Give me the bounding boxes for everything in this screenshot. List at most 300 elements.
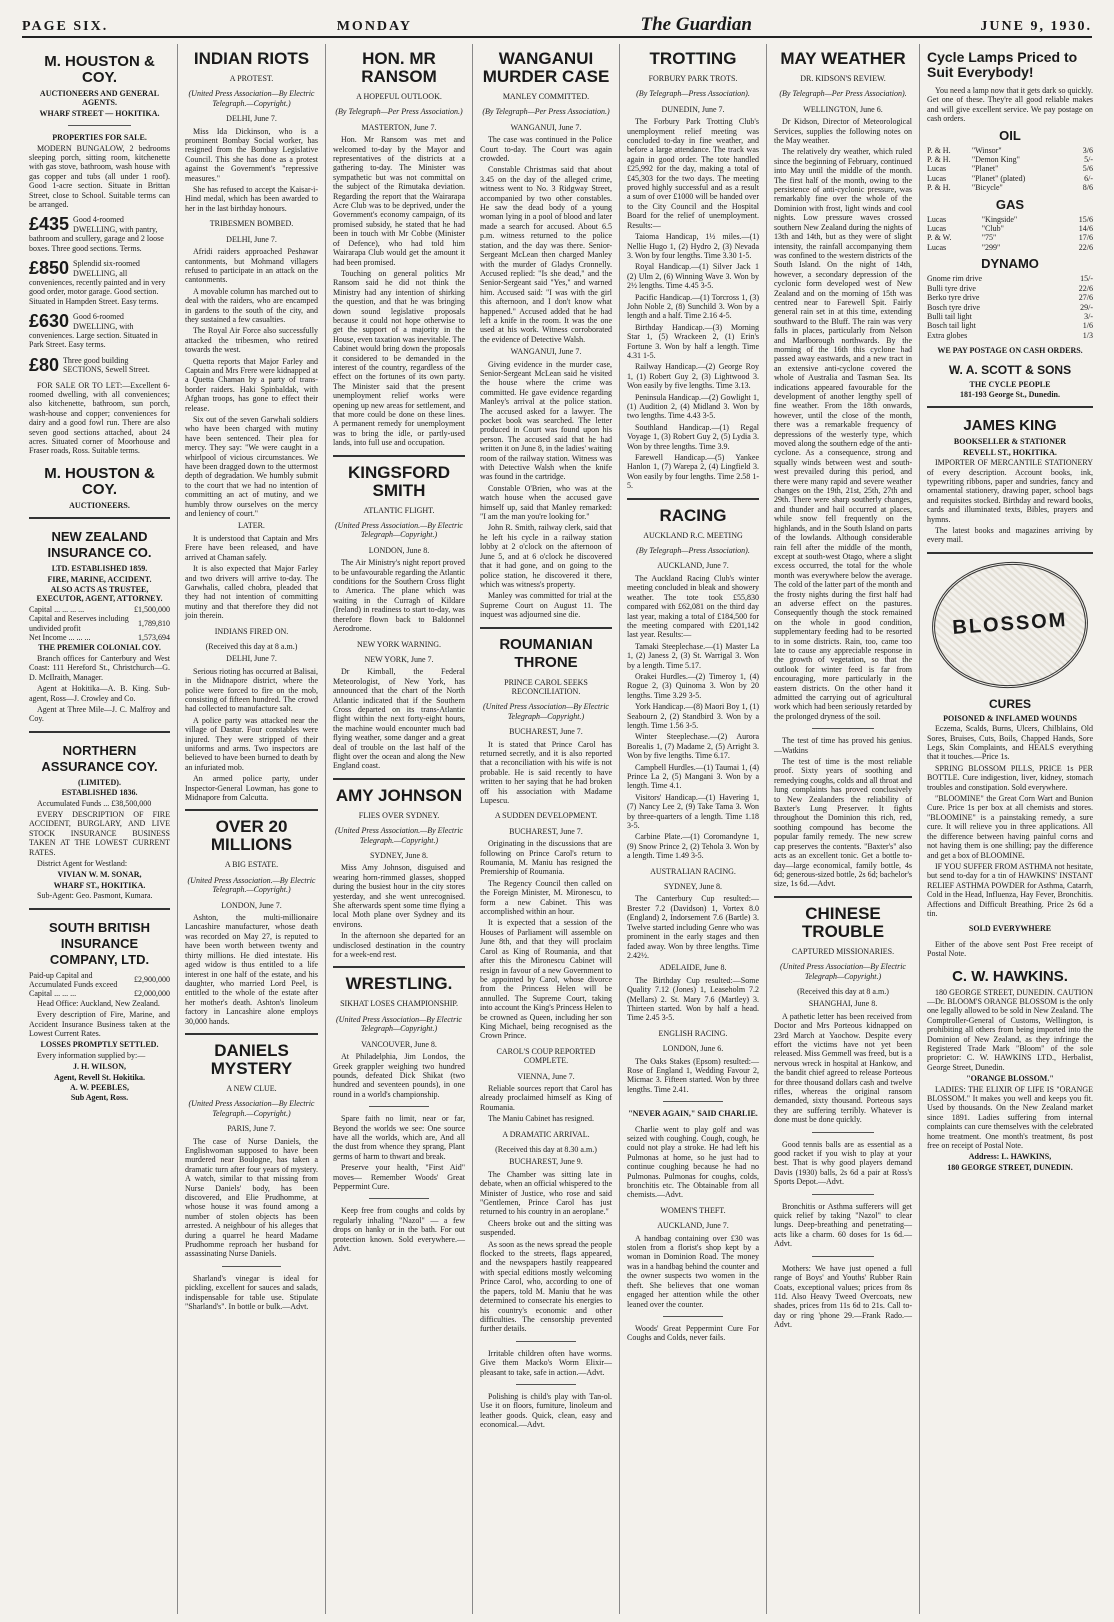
race-result: The Canterbury Cup resulted:—Brester 7.2 (Davidson) 1, Vortex 8.0 (England) 2, Indorsement 7.6 (Bartle) 3. Twelve started including Genre who was prominent in the early stages and then faded away. Won by three lengths. Time 2.42½.: [627, 894, 759, 960]
price-row: [927, 312, 1093, 321]
ad-text: WE PAY POSTAGE ON CASH ORDERS.: [937, 346, 1083, 356]
price-row: [927, 321, 1093, 330]
dateline: DELHI, June 7.: [226, 234, 277, 244]
advertisement-snippet: Sharland's vinegar is ideal for pickling, excellent for sauces and salads, indispensable for table use. Stipulate "Sharland's". In bottle or bulk.—Advt.: [185, 1273, 318, 1312]
headline: WANGANUI MURDER CASE: [482, 49, 610, 86]
price-row: [927, 155, 1093, 164]
price-row: [927, 284, 1093, 293]
article-paragraph: Cheers broke out and the sitting was suspended.: [480, 1218, 612, 1238]
ad-text: "ORANGE BLOSSOM.": [966, 1074, 1054, 1084]
race-result: Farewell Handicap.—(5) Yankee Hanlon 1, (7) Warepa 2, (4) Lingfield 3. Won easily by four lengths. Time 2.58 1-5.: [627, 453, 759, 491]
price-cell: P. & H.: [927, 155, 951, 165]
article-paragraph: Dr Kidson, Director of Meteorological Services, supplies the following notes on the May weather.: [774, 117, 912, 146]
ad-houston-signature: M. HOUSTON & COY.: [44, 464, 155, 498]
price-cell: Extra globes: [927, 330, 968, 340]
table-cell: Capital ... ... ... ...: [29, 604, 85, 614]
ad-text: 180 GEORGE STREET, DUNEDIN.: [947, 1162, 1073, 1172]
article-paragraph: It is understood that Captain and Mrs Frere have been released, and have arrived at Chaman safely.: [185, 533, 318, 562]
subheading: A BIG ESTATE.: [224, 860, 279, 870]
headline: HON. MR RANSOM: [361, 49, 437, 86]
dateline: DUNEDIN, June 7.: [661, 104, 725, 114]
subheading: MANLEY COMMITTED.: [502, 92, 590, 101]
capital-table: [29, 971, 170, 999]
ad-hawkins-title: C. W. HAWKINS.: [952, 967, 1068, 985]
ad-text: LOSSES PROMPTLY SETTLED.: [40, 1040, 159, 1050]
article-paragraph: Ashton, the multi-millionaire Lancashire manufacturer, whose death was recorded on May 27, is reputed to have been worth between twenty and thirty millions. He died intestate. His aged widow is thus entitled to a life interest in one half of the estate, and his daughter, who married Lord Peel, is entitled to the whole of the estate after her mother's death. Ashton's linoleum factory in Lancashire alone employs 30,000 hands.: [185, 913, 318, 1026]
ad-text: Agent at Hokitika—A. B. King. Sub-agent, Ross—J. Crowley and Co.: [29, 684, 170, 703]
subheading: WOMEN'S THEFT.: [660, 1205, 726, 1215]
table-cell: Capital ... ... ...: [29, 989, 77, 999]
price-cell: 3/-: [1084, 311, 1093, 321]
dynamo-heading: DYNAMO: [981, 256, 1039, 272]
advertisement-quote: The test of time has proved his genius. —Watkins: [774, 736, 912, 755]
table-cell: 1,789,810: [138, 618, 170, 628]
ad-text: Every information supplied by:—: [37, 1050, 146, 1060]
subheading: A NEW CLUE.: [226, 1083, 277, 1093]
ad-text: 180 GEORGE STREET, DUNEDIN. CAUTION—Dr. BLOOM'S ORANGE BLOSSOM is the only one legally allowed to be sold in New Zealand. The Comptroller-General of Customs, Wellington, is prohibiting all others from being imported into the Dominion of New Zealand, as they infringe the Registered Trade Mark "Bloom" of the sole proprietor: C. W. HAWKINS LTD., Herbalist, George Street, Dunedin.: [927, 987, 1093, 1072]
dateline: WANGANUI, June 7.: [510, 347, 582, 357]
article-paragraph: It is also expected that Major Farley and two drivers will arrive to-day. The Garwhalis, called chobra, pleaded that they had not intention of committing mutiny and that therefore they did not join therein.: [185, 564, 318, 621]
dateline: BUCHAREST, June 9.: [509, 1157, 583, 1167]
column-2-news: [178, 44, 326, 1614]
ad-text: Every description of Fire, Marine, and Accident Insurance Business taken at the Lowest Current Rates.: [29, 1010, 170, 1039]
price-row: [927, 331, 1093, 340]
race-result: Visitors' Handicap.—(1) Havering 1, (7) Nancy Lee 2, (9) Take Tama 3. Won by three-quarters of a length. Time 1.18 3-5.: [627, 792, 759, 831]
credit-line: (United Press Association—By Electric Telegraph—Copyright.): [483, 702, 609, 721]
race-result: Winter Steeplechase.—(2) Aurora Borealis 1, (7) Madame 2, (5) Arright 3. Won by five lengths. Time 6.17.: [627, 732, 759, 761]
ad-nz-insurance-title: NEW ZEALAND INSURANCE CO.: [47, 529, 152, 561]
article-paragraph: A movable column has marched out to deal with the raiders, who are encamped in gardens to the south of the city, and they sustained a few casualties.: [185, 286, 318, 324]
article-paragraph: Miss Amy Johnson, disguised and wearing horn-rimmed glasses, shopped during the busiest hour in the city stores yesterday, and she went unrecognised. She afterwards spent some time flying a local Moth plane over Sydney and its environs.: [333, 863, 465, 929]
property-text: Splendid six-roomed DWELLING, all conveniences, recently painted and in very good order, motor garage. Good section. Situated in Hampden Street. Easy terms.: [29, 259, 166, 306]
dateline: BUCHAREST, June 7.: [509, 826, 583, 836]
price-cell: P. & W.: [927, 233, 952, 243]
article-paragraph: The Royal Air Force also successfully attacked the tribesmen, who retired towards the west.: [185, 326, 318, 355]
dateline: DELHI, June 7.: [226, 654, 277, 664]
ad-text: THE CYCLE PEOPLE: [969, 379, 1051, 389]
price-cell: "Bicycle": [971, 183, 1003, 193]
price-cell: "75": [981, 233, 997, 243]
price-cell: Lucas: [927, 242, 947, 252]
subheading: A SUDDEN DEVELOPMENT.: [494, 811, 598, 821]
subheading: ENGLISH RACING.: [658, 1028, 728, 1038]
article-paragraph: Hon. Mr Ransom was met and welcomed to-day by the Mayor and representatives of the districts at a gathering to-day. The Minister was sympathetic but was not committal on the subject of the Rimutaka deviation. Regarding the report that the Wairarapa Acre Club was to be deprived, under the Government's economy campaign, of its promised subsidy, he stated that he had been in touch with Mr Cobbe (Minister of Defence), who had told him Wairarapa Club would get the amount it had been promised.: [333, 135, 465, 267]
article-paragraph: The case was continued in the Police Court to-day. The Court was again crowded.: [480, 135, 612, 164]
race-result: Tamaki Steeplechase.—(1) Master La 1, (2) Janess 2, (3) St. Warrigal 3. Won by a length. Time 5.17.: [627, 641, 759, 670]
subheading: A DRAMATIC ARRIVAL.: [502, 1129, 590, 1139]
price-cell: 14/6: [1078, 224, 1093, 234]
price-cell: "Demon King": [971, 155, 1020, 165]
column-6-news: [767, 44, 920, 1614]
advertisement-snippet: Mothers: We have just opened a full range of Boys' and Youths' Rubber Rain Coats, exceptional values; prices from 8s 11d. Also Heavy Tweed Overcoats, new shades, prices from 11s 6d to 21s. Call to-day or ring 'phone 29.—Frank Rado.—Advt.: [774, 1263, 912, 1330]
price-cell: 8/6: [1082, 183, 1093, 193]
ad-text: You need a lamp now that it gets dark so quickly. Get one of these. They're all good reliable makes and will give excellent service. We pay postage on cash orders.: [927, 86, 1093, 124]
subheading: FORBURY PARK TROTS.: [648, 74, 738, 83]
received-line: (Received this day at 8 a.m.): [797, 986, 889, 996]
headline: CHINESE TROUBLE: [801, 903, 885, 941]
price-cell: 5/-: [1084, 155, 1093, 165]
headline: AMY JOHNSON: [335, 785, 463, 805]
price-cell: 1/3: [1082, 330, 1093, 340]
price-cell: Bulli tyre drive: [927, 283, 976, 293]
advertisement-snippet: Bronchitis or Asthma sufferers will get quick relief by taking "Nazol" to clear lungs. Deep-breathing and penetrating—acts like a charm. 60 doses for 1s 6d.—Advt.: [774, 1201, 912, 1249]
advertisement-snippet: Good tennis balls are as essential as a good racket if you wish to play at your best. That is why good players demand Davis (1930) balls, 2s 6d a pair at Ross's Sports Depot.—Advt.: [774, 1139, 912, 1187]
dateline: LONDON, June 6.: [662, 1044, 724, 1054]
price-cell: Bosch tyre drive: [927, 302, 980, 312]
price-row: [927, 164, 1093, 173]
oil-lamps-table: [927, 146, 1093, 193]
ad-text: J. H. WILSON,: [73, 1062, 126, 1072]
dateline: VIENNA, June 7.: [517, 1071, 575, 1081]
article-paragraph: She has refused to accept the Kaisar-i-Hind medal, which has been awarded to her in the last birthday honours.: [185, 185, 318, 213]
race-result: Southland Handicap.—(1) Regal Voyage 1, (3) Robert Guy 2, (5) Lydia 3. Won by three lengths. Time 3.9.: [627, 422, 759, 451]
price-cell: Lucas: [927, 214, 947, 224]
price-cell: 3/6: [1082, 145, 1093, 155]
advertisement-snippet: Keep free from coughs and colds by regularly inhaling "Nazol" — a few drops on hanky or in the bath. For out protection known. Sold everywhere.—Advt.: [333, 1206, 465, 1253]
ad-text: Address: L. HAWKINS,: [968, 1152, 1052, 1162]
article-paragraph: Quetta reports that Major Farley and Captain and Mrs Frere were kidnapped at a Quetta Chaman by a party of trans-border raiders. Haki Spinbaldak, with Afghan troops, has gone to effect their release.: [185, 356, 318, 413]
ad-text: Either of the above sent Post Free receipt of Postal Note.: [927, 939, 1093, 959]
ad-text: 181-193 George St., Dunedin.: [960, 389, 1060, 399]
ad-cycle-lamps-headline: Cycle Lamps Priced to Suit Everybody!: [927, 49, 1078, 80]
credit-line: (United Press Association.—By Electric Telegraph—Copyright.): [335, 521, 463, 540]
race-result: Carbine Plate.—(1) Coromandyne 1, (9) Snow Prince 2, (2) Tehola 3. Won by a length. Time 1.49 3-5.: [627, 832, 759, 861]
price-cell: "Winsor": [971, 145, 1002, 155]
ad-text: REVELL ST., HOKITIKA.: [963, 447, 1057, 457]
subheading: DR. KIDSON'S REVIEW.: [800, 74, 886, 83]
article-paragraph: The case of Nurse Daniels, the Englishwoman supposed to have been murdered near Boulogne, has taken a dramatic turn after four years of mystery. A watch, similar to that missing from Nurse Daniels' body, has been discovered, and Elie Prudhomme, at whose house it was found among a number of stolen objects has been arrested. A neighbour of his alleges that during a quarrel he heard Madame Prudhomme reproach her husband for assassinating Nurse Daniels.: [185, 1136, 318, 1259]
subheading: ATLANTIC FLIGHT.: [363, 505, 435, 515]
dateline: SHANGHAI, June 8.: [808, 999, 878, 1009]
headline: TROTTING: [649, 49, 737, 68]
property-text: Good 6-roomed DWELLING, with conveniences. Large section. Situated in Park Street. Easy terms.: [29, 312, 158, 350]
column-3-news: [326, 44, 473, 1614]
article-paragraph: An armed police party, under Inspector-General Lowman, has gone to Midnapore from Calcutta.: [185, 774, 318, 803]
price-cell: 29/-: [1080, 302, 1093, 312]
dateline: SYDNEY, June 8.: [663, 882, 723, 892]
price-cell: 22/6: [1078, 283, 1093, 293]
article-paragraph: Originating in the discussions that are following on Prince Carol's return to Roumania, M. Maniu has resigned the Premiership of Roumania.: [480, 839, 612, 877]
race-result: Pacific Handicap.—(1) Torcross 1, (3) John Noble 2, (8) Sunchild 3. Won by a length and a half. Time 2.16 4-5.: [627, 292, 759, 321]
gas-lamps-table: [927, 215, 1093, 253]
property-listing: [29, 259, 170, 306]
article-paragraph: Giving evidence in the murder case, Senior-Sergeant McLean said he visited the house where the crime was committed. He gave evidence regarding Manley's arrival at the police station. The accused asked for a lawyer. The pocket book was searched. The letter produced in Court was found upon his person. The accused said that he had written it on June 8, in the ladies' waiting room of the railway station. Witness was with Detective Walsh when the knife was found in the cartridge.: [480, 359, 612, 482]
property-price: £435: [29, 215, 70, 235]
property-listing: [29, 312, 170, 350]
dateline: BUCHAREST, June 7.: [509, 727, 583, 737]
dateline: DELHI, June 7.: [226, 114, 277, 124]
article-paragraph: As soon as the news spread the people flocked to the streets, flags appeared, and the newspapers hastily reappeared with special editions mostly welcoming Prince Carol, who, according to one of the papers, told M. Maniu that he was determined to consecrate his energies to his country's economic and other difficulties. The censorship prevented further details.: [480, 1239, 612, 1334]
property-price: £80: [29, 355, 60, 375]
dateline: NEW YORK, June 7.: [364, 654, 434, 664]
ad-houston-signature-sub: AUCTIONEERS.: [69, 500, 130, 510]
article-paragraph: The Auckland Racing Club's winter meeting concluded in bleak and showery weather. The tote took £55,830 compared with £62,081 on the third day last year, making a total of £184,500 for the meeting compared with £201,142 last year. Results:—: [627, 573, 759, 640]
article-paragraph: In the afternoon she departed for an undisclosed destination in the country for a week-end rest.: [333, 931, 465, 960]
price-cell: Bosch tail light: [927, 321, 976, 331]
issue-date: JUNE 9, 1930.: [980, 19, 1092, 34]
table-cell: Paid-up Capital and Accumulated Funds exceed: [29, 970, 118, 989]
race-result: Orakei Hurdles.—(2) Timeroy 1, (4) Rogue 2, (3) Quinoma 3. Won by 20 lengths. Time 3.29 3-5.: [627, 671, 759, 700]
subheading: TRIBESMEN BOMBED.: [209, 219, 294, 229]
property-text: Three good building SECTIONS, Sewell Street.: [63, 355, 150, 375]
ad-text: Agent at Three Mile—J. C. Malfroy and Coy.: [29, 704, 170, 724]
headline: RACING: [659, 505, 727, 525]
article-paragraph: John R. Smith, railway clerk, said that he left his cycle in a railway station lobby at 2 o'clock on the afternoon of June 5, and at 6 o'clock he discovered that it had gone, and on going to the police station, he discovered it there, which was witness's property.: [480, 523, 612, 589]
subheading: SIKHAT LOSES CHAMPIONSHIP.: [340, 999, 458, 1009]
price-cell: P. & H.: [927, 145, 951, 155]
ad-text: WHARF ST., HOKITIKA.: [53, 880, 146, 890]
price-row: [927, 174, 1093, 183]
ad-text: District Agent for Westland:: [37, 858, 128, 868]
price-cell: Bulli tail light: [927, 311, 972, 321]
ad-text: ESTABLISHED 1836.: [61, 788, 138, 798]
subheading: AUSTRALIAN RACING.: [650, 866, 736, 876]
price-cell: Gnome rim drive: [927, 274, 983, 284]
property-price: £850: [29, 259, 70, 279]
race-result: Taioma Handicap, 1½ miles.—(1) Nellie Hugo 1, (2) Hydro 2, (3) Nevada 3. Won by four lengths. Time 3.30 1-5.: [627, 232, 759, 260]
newspaper-title: The Guardian: [640, 14, 752, 35]
ad-text: "BLOOMINE" the Great Corn Wart and Bunion Cure. Price 1s per box at all chemists and stores. "BLOOMINE" is a painstaking remedy, a sure cure. It will relieve you in three applications. All the difference between having painful corns and not having them is one shilling; pay the difference and get a box of BLOOMINE.: [927, 794, 1093, 860]
weekday: MONDAY: [336, 19, 412, 34]
dateline: WANGANUI, June 7.: [510, 122, 582, 132]
ad-text: A. W. PEEBLES,: [70, 1083, 129, 1093]
race-result: Royal Handicap.—(1) Silver Jack 1 (2) Ulm 2, (6) Winning Wave 3. Won by 2½ lengths. Time 4.45 3-5.: [627, 262, 759, 291]
price-cell: P. & H.: [927, 183, 951, 193]
dynamo-table: [927, 274, 1093, 340]
credit-line: (United Press Association.—By Electric Telegraph.—Copyright.): [335, 826, 463, 845]
article-paragraph: Manley was committed for trial at the Supreme Court on August 11. The inquest was adjourned sine die.: [480, 591, 612, 620]
race-result: The Oaks Stakes (Epsom) resulted:—Rose of England 1, Wedding Favour 2, Micmac 3. Fifteen started. Won by three lengths. Time 2.41.: [627, 1056, 759, 1094]
dateline: LATER.: [238, 521, 265, 531]
price-cell: 6/-: [1084, 173, 1093, 183]
ad-nz-insurance-sub: LTD. ESTABLISHED 1859.: [51, 564, 148, 574]
price-cell: Lucas: [927, 164, 947, 174]
ad-text: EVERY DESCRIPTION OF FIRE ACCIDENT, BURGLARY, AND LIVE STOCK INSURANCE BUSINESS TAKEN AT THE LOWEST CURRENT RATES.: [29, 809, 170, 857]
article-paragraph: The relatively dry weather, which ruled since the beginning of February, continued into May until the middle of the month. The first half of the month, owing to the persistence of anti-cyclonic pressure, was remarkably fine over the whole of the Dominion with frost, light winds and cool nights. Low pressure waves crossed southern New Zealand during the nights of 13th and 14th, but as they were of slight intensity, the rainfall accompanying them was confined to the western districts of the South Island. On the night of 14th, however, a secondary depression of the cyclonic form developed west of New Zealand and on the morning of 15th was centred near to Farewell Spit. Fairly general rain set in at this time, extending southward to the Bluff. The rain was very falls in places, particularly from Nelson and Marlborough northwards. By the morning of the 16th this cyclone had passed away eastwards, and a new tract in an extensive anti-cyclone covered the whole of Australia and Tasman Sea. Its indications appeared favourable for the development of another lengthy spell of fine weather. From the 18th onwards, however, until the close of the month, there was a remarkable frequency of depressions of the westerly type, which moved along the southern edge of the anti-cyclone. As a consequence, strong and squally winds between west and south-west prevailed during this period, and there were many rapid and severe weather changes on the 19th, 21st, 25th, 27th and 29th. There were sharp southerly changes, and thunder and hail occurred at places, while snow fell frequently on the highlands, and in the South Island on parts of the lowlands. Although considerable rain fell after the middle of the month, except at south-west Otago, where a slight excess occurred, the total for the whole month was everywhere below the average. The cold of the latter part of the month and the frosty nights during the first half had an adverse effect on the pastures. Consequently though the stock remained on the whole in good condition, supplementary feeding had to be resorted to in some districts. Rain, too, came too late to cause any appreciable response in the growth of vegetation, so that the outlook for winter feed is far from encouraging, more particularly in the eastern districts. On the other hand it admitted the carrying out of agricultural work which had been seriously retarded by the prolonged dryness of the soil.: [774, 147, 912, 721]
dateline: SYDNEY, June 8.: [369, 851, 429, 860]
price-row: [927, 303, 1093, 312]
ad-text: POISONED & INFLAMED WOUNDS: [943, 713, 1077, 723]
article-paragraph: The Air Ministry's night report proved to be unfavourable regarding the Atlantic conditions for the Southern Cross flight to America. The plane which was waiting in the Curragh of Kildare (Ireland) in readiness to start to-day, was therefore flown back to Baldonnel Aerodrome.: [333, 558, 465, 634]
dateline: MASTERTON, June 7.: [361, 122, 437, 132]
received-line: (Received this day at 8 a.m.): [205, 641, 298, 651]
ad-south-british-title: SOUTH BRITISH INSURANCE COMPANY, LTD.: [48, 919, 151, 967]
subheading: AUCKLAND R.C. MEETING: [643, 530, 743, 540]
price-row: [927, 146, 1093, 155]
table-cell: £2,000,000: [134, 989, 170, 999]
table-cell: £1,500,000: [134, 604, 170, 614]
price-cell: Lucas: [927, 224, 947, 234]
credit-line: (United Press Association—By Electric Telegraph.—Copyright.): [188, 1099, 315, 1118]
article-paragraph: The Chamber was sitting late in debate, when an official whispered to the Minister of Justice, who rose and said "Gentlemen, Prince Carol has just returned to his country in an aeroplane.": [480, 1169, 612, 1217]
credit-line: (United Press Association—By Electric Telegraph—Copyright.): [780, 962, 906, 981]
headline: ROUMANIAN THRONE: [499, 635, 593, 671]
subheading: PRINCE CAROL SEEKS RECONCILIATION.: [504, 677, 588, 696]
article-paragraph: Constable O'Brien, who was at the watch house when the accused gave himself up, said that Manley remarked: "I am the man you're looking for.": [480, 483, 612, 522]
dateline: PARIS, June 7.: [227, 1124, 276, 1134]
advertisement-verse: Spare faith no limit, near or far, Beyond the worlds we see: One source have all the worlds, which are, And all the dust from whence they sprang, Plant germs of harm to thwart and break.: [333, 1114, 465, 1161]
headline: MAY WEATHER: [780, 49, 906, 68]
article-paragraph: The Maniu Cabinet has resigned.: [488, 1114, 594, 1124]
article-paragraph: Miss Ida Dickinson, who is a prominent Bombay Social worker, has resigned from the Bombay Legislative Council. This she has done as a protest against the Government's "repressive measures.": [185, 126, 318, 183]
column-4-news: [473, 44, 620, 1614]
price-cell: 15/-: [1080, 274, 1093, 284]
dateline: VANCOUVER, June 8.: [361, 1039, 437, 1049]
race-result: Peninsula Handicap.—(2) Gowlight 1, (1) Audition 2, (4) Midland 3. Won by two lengths. Time 4.43 3-5.: [627, 392, 759, 421]
table-cell: 1,573,694: [138, 633, 170, 643]
ad-text: (LIMITED).: [78, 777, 121, 787]
race-result: Campbell Hurdles.—(1) Taumai 1, (4) Prince La 2, (5) Mangani 3. Won by a length. Time 4.1.: [627, 762, 759, 791]
race-result: Railway Handicap.—(2) George Roy 1, (1) Robert Guy 2, (3) Lightwood 3. Won easily by five lengths. Time 3.13.: [627, 362, 759, 391]
article-paragraph: At Philadelphia, Jim Londos, the Greek grappler weighing two hundred pounds, defeated Dick Shikat (two hundred and seventeen pounds), in one round in a world's championship.: [333, 1052, 465, 1099]
dateline: AUCKLAND, June 7.: [657, 1221, 729, 1231]
article-paragraph: Dr Kimball, the Federal Meteorologist, of New York, has announced that the chart of the North Atlantic indicated that if the Southern Cross departed on its trans-Atlantic flight within the next forty-eight hours, the machine would encounter much bad flying weather, some danger and a great deal of trouble on the last half of the flight over the ocean and along the New England coast.: [333, 667, 465, 771]
ad-text: Agent, Revell St. Hokitika.: [53, 1072, 146, 1082]
dateline: AUCKLAND, June 7.: [657, 561, 729, 571]
article-paragraph: Serious rioting has occurred at Balisai, in the Midnapore district, where the police were forced to fire on the mob, consisting of fifteen hundred. The crowd had collected to manufacture salt.: [185, 666, 318, 714]
price-row: [927, 293, 1093, 302]
article-paragraph: It is stated that Prince Carol has returned secretly, and it is also reported that a reconciliation with his wife is not probable. He is said recently to have written to her saying that he had broken off his association with Madame Lupescu.: [480, 739, 612, 805]
ad-text: The latest books and magazines arriving by every mail.: [927, 526, 1093, 545]
price-cell: 27/6: [1078, 293, 1093, 303]
credit-line: (United Press Association.—By Electric Telegraph.—Copyright.): [187, 875, 316, 895]
price-cell: "Kingside": [981, 214, 1018, 224]
ad-text: Branch offices for Canterbury and West Coast: 111 Hereford St., Christchurch—G. D. McIlraith, Manager.: [29, 653, 170, 682]
advertisement-snippet: The test of time is the most reliable proof. Sixty years of soothing and remedying coughs, colds and all throat and lung complaints has proved conclusively to New Zealanders the reliability of Baxter's Lung Preserver. It fights throughout the Dominion this rich, red, soothing compound has become the popular family remedy. The new screw cap preserves the contents. "Baxter's" also acts as an excellent tonic. Get a bottle to-day—large economical, family bottle, 4s 6d; generous-sized bottle, 2s 6d; bachelor's size, 1s 6d.—Advt.: [774, 757, 912, 889]
headline: WRESTLING.: [345, 974, 453, 994]
article-paragraph: Constable Christmas said that about 3.45 on the day of the alleged crime, witness went to No. 3 Ridgway Street, accompanied by two other constables. He saw the dead body of a young woman lying in a pool of blood and later made a search for accused. About 6.5 p.m. witness returned to the police station, and the day was there. Senior-Sergeant McLean then charged Manley with the murder of Gladys Cronnelly. Accused replied: "Is she dead," and the Senior-Sergeant said "Yes," and warned him. Accused said: "I was with the girl this afternoon, and I don't know what happened." Accused added that he had left a knife in the room. It was the one used at his work. Witness corroborated the evidence of Detective Walsh.: [480, 165, 612, 344]
ad-text: FIRE, MARINE, ACCIDENT.: [47, 574, 152, 584]
ad-text: Sub-Agent: Geo. Pasmont, Kumara.: [37, 891, 153, 901]
article-paragraph: The Regency Council then called on the Foreign Minister, M. Mironescu, to form a new Cabinet. This was accomplished within an hour.: [480, 878, 612, 917]
ad-text: BOOKSELLER & STATIONER: [953, 437, 1067, 447]
table-cell: Capital and Reserves including undivided profit: [29, 614, 129, 633]
ad-scott-firm: W. A. SCOTT & SONS: [948, 362, 1072, 377]
ad-northern-assurance-title: NORTHERN ASSURANCE COY.: [41, 742, 158, 774]
gas-lamps-heading: GAS: [995, 196, 1025, 212]
ad-text: Eczema, Scalds, Burns, Ulcers, Chilblains, Old Sores, Bruises, Cuts, Boils, Chapped Hands, Sore Legs, Skin Complaints, and HEALS everything that it touches.—Price 1s.: [927, 724, 1093, 762]
ad-text: LADIES: THE ELIXIR OF LIFE IS "ORANGE BLOSSOM." It makes you well and keeps you fit. Used by thousands. On the New Zealand market since 1891. Ladies suffering from internal complaints can cure themselves with the celebrated home treatment. One month's treatment, 8s post free on receipt of Postal Note.: [927, 1084, 1093, 1151]
credit-line: (By Telegraph—Per Press Association).: [779, 89, 907, 99]
page-number: PAGE SIX.: [22, 19, 109, 34]
ad-text: IF YOU SUFFER FROM ASTHMA not hesitate, but send to-day for a tin of HAWKINS' INSTANT RELIEF ASTHMA POWDER for Asthma, Catarrh, Cold in the Head, Influenza, Hay Fever, Bronchitis. Affections and Difficult Breathing. Price 2s 6d a tin.: [927, 861, 1093, 918]
credit-line: (United Press Association—By Electric Telegraph—Copyright.): [336, 1014, 462, 1034]
price-cell: 15/6: [1078, 214, 1093, 224]
price-cell: 1/6: [1082, 321, 1093, 331]
oil-lamps-heading: OIL: [999, 127, 1021, 143]
article-paragraph: Afridi raiders approached Peshawar cantonments, but Mohmand villagers refused to participate in an attack on the cantonments.: [185, 247, 318, 285]
property-listing: [29, 356, 170, 375]
article-paragraph: The Forbury Park Trotting Club's unemployment relief meeting was concluded to-day in fine weather, and before a large attendance. The track was again in good order. The tote handled £25,992 for the day, making a total of £45,303 for the two days. The meeting proved highly successful and as a result a sum of over £1000 will be handed over to the City Council and the Hospital Board for the relief of unemployment. Results:—: [627, 117, 759, 230]
race-result: The Birthday Cup resulted:—Some Quality 7.12 (Jones) 1, Leaseholm 7.2 (Mellars) 2. St. Mary 7.6 (Martley) 3. Thirteen started. Won by half a head. Time 2.45 3-5.: [627, 975, 759, 1023]
received-line: (Received this day at 8.30 a.m.): [495, 1145, 597, 1154]
price-cell: Lucas: [927, 173, 947, 183]
subheading: INDIANS FIRED ON.: [214, 626, 289, 636]
price-cell: "Planet": [971, 164, 999, 174]
price-row: [927, 215, 1093, 224]
ad-text: ALSO ACTS AS TRUSTEE, EXECUTOR, AGENT, ATTORNEY.: [36, 585, 163, 604]
price-cell: Berko tyre drive: [927, 293, 980, 303]
property-listing: [29, 215, 170, 253]
property-listing: FOR SALE OR TO LET:—Excellent 6-roomed dwelling, with all conveniences; also kitchenette, bathroom, sun porch, wash-house and copper; conveniences for dairy and a good fowl run. There are also seven good sections attached, about 24 acres. Situated corner of Moorhouse and Fraser roads, Ross. Suitable terms.: [29, 380, 170, 456]
advertisement-heading: "NEVER AGAIN," SAID CHARLIE.: [628, 1109, 758, 1119]
capital-table: [29, 605, 170, 643]
subheading: FLIES OVER SYDNEY.: [358, 810, 440, 820]
price-cell: "299": [981, 242, 1001, 252]
credit-line: (United Press Association—By Electric Telegraph.—Copyright.): [188, 89, 315, 108]
ad-text: Accumulated Funds ... £38,500,000: [37, 798, 152, 808]
price-cell: 17/6: [1078, 233, 1093, 243]
ad-houston-title: M. HOUSTON & COY.: [44, 53, 155, 86]
subheading: CAPTURED MISSIONARIES.: [791, 946, 895, 956]
article-paragraph: A pathetic letter has been received from Doctor and Mrs Porteous kidnapped on 23rd March at Yaochow. Despite every effort the victims have not yet been released. Miss Gemmell was freed, but is a nervous wreck in hospital at Hankow, and the bandit chief agreed to release Porteous for three thousand dollars cash and twelve rifles, whereas the original ransom demanded, sixty thousand. Porteous says they are suffering terribly. Whatever is done must be done quickly.: [774, 1011, 912, 1125]
price-row: [927, 274, 1093, 283]
headline: DANIELS MYSTERY: [210, 1040, 293, 1078]
logo-text: BLOSSOM: [951, 609, 1069, 640]
dateline: WELLINGTON, June 6.: [803, 104, 883, 114]
advertisement-snippet: Polishing is child's play with Tan-ol. Use it on floors, furniture, linoleum and leather goods. Quick, clean, easy and economical.—Advt.: [480, 1391, 612, 1430]
dateline: LONDON, June 8.: [368, 545, 430, 555]
price-cell: 22/6: [1078, 242, 1093, 252]
article-paragraph: A police party was attacked near the village of Dastur. Four constables were injured. They were stripped of their uniforms and arms. Two inspectors are believed to have been burned to death by an infuriated mob.: [185, 715, 318, 772]
price-row: [927, 243, 1093, 252]
advertisement-verse: Preserve your health, "First Aid" moves— Remember Woods' Great Peppermint Cure.: [333, 1163, 465, 1191]
property-price: £630: [29, 312, 70, 332]
price-row: [927, 233, 1093, 242]
headline: INDIAN RIOTS: [193, 49, 310, 68]
credit-line: (By Telegraph—Per Press Association.): [335, 107, 463, 117]
ad-houston-address: WHARF STREET — HOKITIKA.: [39, 108, 160, 118]
column-5-sport: [620, 44, 767, 1614]
ad-houston-subtitle: AUCTIONEERS AND GENERAL AGENTS.: [39, 89, 160, 108]
table-cell: £2,900,000: [134, 975, 170, 985]
race-result: York Handicap.—(8) Maori Boy 1, (1) Seabourn 2, (2) Standbird 3. Won by a length. Time 1.56 3-5.: [627, 702, 759, 730]
advertisement-snippet: Irritable children often have worms. Give them Macko's Worm Elixir—pleasant to take, safe in action.—Advt.: [480, 1348, 612, 1377]
advertisement-snippet: Woods' Great Peppermint Cure For Coughs and Colds, never fails.: [627, 1323, 759, 1343]
ad-text: SOLD EVERYWHERE: [968, 924, 1052, 934]
article-paragraph: A handbag containing over £30 was stolen from a florist's shop kept by a woman in Dominion Road. The money was in a handbag behind the counter and the owner suspects two women in the theft. She believes that one woman engaged her attention while the other leaned over the counter.: [627, 1233, 759, 1309]
price-cell: 5/6: [1082, 164, 1093, 174]
ad-cures-heading: CURES: [988, 696, 1031, 711]
subheading: A PROTEST.: [229, 74, 274, 83]
ad-text: Sub Agent, Ross.: [70, 1093, 129, 1103]
ad-text: THE PREMIER COLONIAL COY.: [38, 643, 161, 653]
ad-text: SPRING BLOSSOM PILLS, PRICE 1s PER BOTTLE. Cure indigestion, liver, kidney, stomach troubles and constipation. Sold everywhere.: [927, 763, 1093, 792]
price-row: [927, 224, 1093, 233]
column-1-advertisements: [22, 44, 178, 1614]
credit-line: (By Telegraph—Per Press Association.): [482, 107, 610, 117]
ad-text: VIVIAN W. M. SONAR,: [57, 870, 142, 880]
subheading: A HOPEFUL OUTLOOK.: [356, 92, 442, 101]
dateline: ADELAIDE, June 8.: [659, 963, 727, 973]
ad-text: Head Office: Auckland, New Zealand.: [37, 998, 160, 1008]
race-result: Birthday Handicap.—(3) Morning Star 1, (5) Wrackeen 2, (1) Erin's Fortune 3. Won by half a length. Time 4.31 1-5.: [627, 322, 759, 360]
article-paragraph: Reliable sources report that Carol has already proclaimed himself as King of Roumania.: [480, 1083, 612, 1112]
article-paragraph: Touching on general politics Mr Ransom said he did not think the Ministry had any intention of shirking the question, and that he was bringing down sound legislative proposals because it could not hope otherwise to get the support of a majority in the House, even taxation was inevitable. The Cabinet would bring down the proposals it considered to be demanded in the interest of the country, regardless of the effect on the fortunes of its own party. The Minister said that the present unemployment relief works were opening up new areas for settlement, and that more could be done on these lines. A permanent remedy for unemployment was to bring the idle, or partly-used lands, into full use and occupation.: [333, 268, 465, 448]
subheading: CAROL'S COUP REPORTED COMPLETE.: [496, 1046, 596, 1066]
table-cell: Net Income ... ... ...: [29, 633, 91, 643]
price-cell: "Planet" (plated): [971, 173, 1026, 183]
ad-text: IMPORTER OF MERCANTILE STATIONERY of every description. Account books, ink, typewriting ribbons, paper and sundries, fancy and ornamental stationery, drawing paper, school bags and requisites stocked. Birthday and reward books, cards and illuminated texts, Bibles, prayers and hymns.: [927, 458, 1093, 524]
orange-blossom-logo: [928, 557, 1092, 694]
credit-line: (By Telegraph—Press Association).: [636, 546, 750, 556]
dateline: LONDON, June 7.: [221, 900, 282, 910]
credit-line: (By Telegraph—Press Association).: [636, 89, 750, 99]
subheading: NEW YORK WARNING.: [356, 639, 442, 649]
property-text: Good 4-roomed DWELLING, with pantry, bathroom and scullery, garage and 2 loose boxes. Three good sections. Terms.: [29, 215, 164, 253]
ad-james-king-title: JAMES KING: [963, 417, 1057, 435]
property-listing: MODERN BUNGALOW, 2 bedrooms sleeping porch, sitting room, kitchenette with gas stove, bathroom, wash house with gas copper and tubs (all under 1 roof). Good 1-acre section. Situate in Brittan Street, close to School. Suitable terms can be arranged.: [29, 143, 170, 210]
